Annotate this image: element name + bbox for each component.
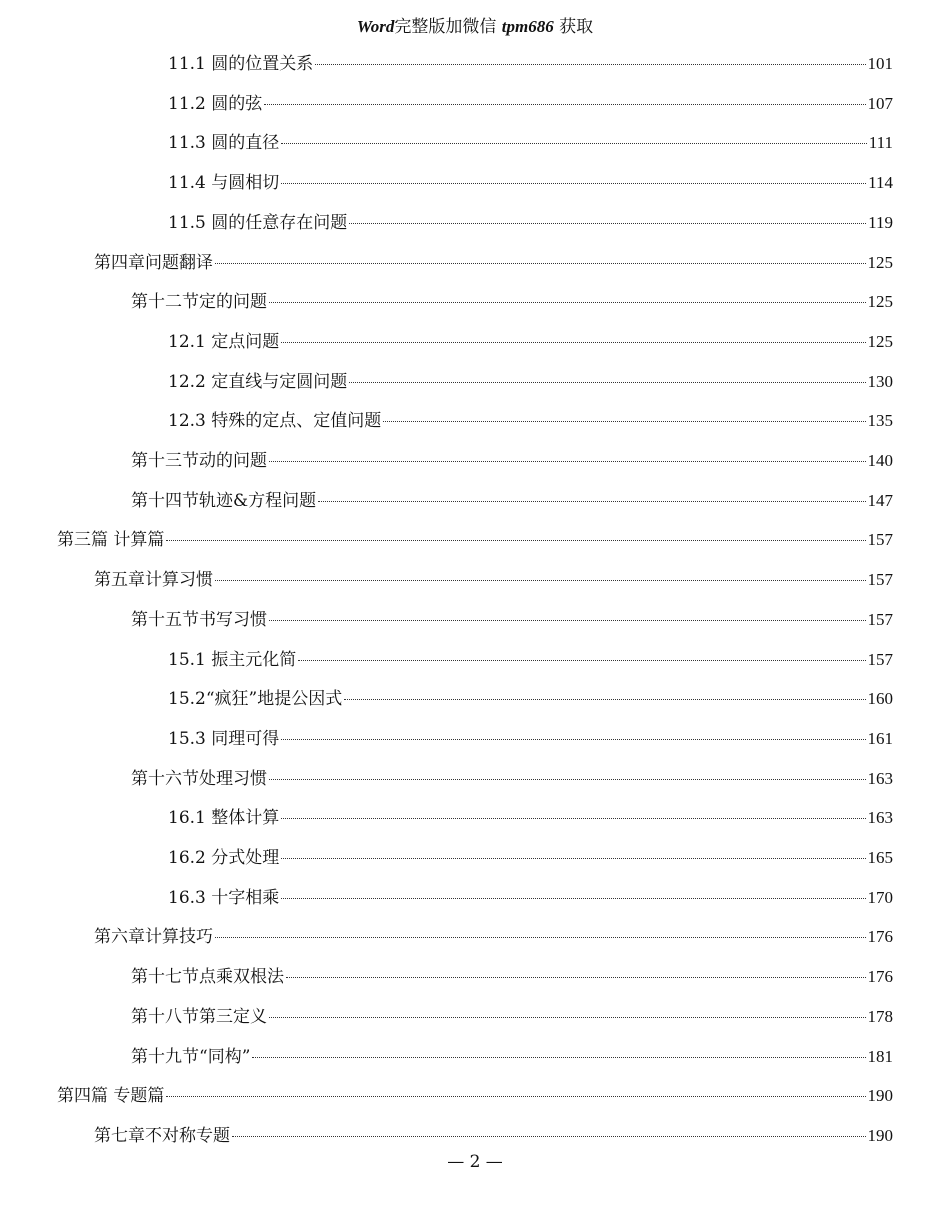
toc-entry[interactable] (168, 724, 893, 748)
toc-entry[interactable] (131, 605, 893, 629)
toc-leader-dots (281, 739, 865, 740)
toc-entry-label: 第十八节第三定义 (131, 1006, 267, 1027)
toc-entry-label: 第十七节点乘双根法 (131, 967, 284, 988)
toc-entry[interactable] (168, 406, 893, 430)
toc-entry-label: 第十五节书写习惯 (131, 609, 267, 630)
page-header (0, 12, 950, 37)
toc-entry[interactable] (168, 49, 893, 73)
toc-leader-dots (269, 461, 866, 462)
toc-entry-label: 11.4 与圆相切 (168, 173, 280, 194)
toc-entry-page: 114 (868, 173, 893, 193)
header-id: tpm686 (501, 17, 554, 36)
toc-leader-dots (281, 143, 866, 144)
toc-entry-page: 101 (867, 54, 893, 73)
toc-entry-page: 190 (867, 1086, 893, 1106)
toc-entry[interactable] (131, 1002, 893, 1026)
toc-entry-page: 130 (867, 371, 893, 391)
toc-entry[interactable] (94, 922, 893, 946)
toc-entry-label: 12.3 特殊的定点、定值问题 (168, 411, 382, 432)
toc-entry-label: 第三篇 计算篇 (57, 530, 165, 551)
toc-leader-dots (269, 779, 866, 780)
toc-leader-dots (269, 302, 866, 303)
toc-leader-dots (344, 699, 865, 700)
toc-entry-page: 170 (867, 887, 893, 907)
toc-entry[interactable] (168, 89, 893, 113)
toc-entry-page: 119 (868, 212, 893, 232)
toc-entry-label: 15.1 振主元化简 (168, 649, 297, 670)
header-mid: 完整版加微信 (394, 17, 497, 37)
toc-entry-label: 15.3 同理可得 (168, 728, 280, 749)
toc-entry-label: 第十三节动的问题 (131, 451, 267, 471)
toc-entry-label: 第七章不对称专题 (94, 1125, 230, 1146)
toc-leader-dots (215, 580, 866, 581)
toc-entry-label: 11.5 圆的任意存在问题 (168, 212, 348, 233)
toc-entry-page: 178 (867, 1006, 893, 1026)
toc-entry[interactable] (168, 684, 893, 708)
toc-entry[interactable] (94, 248, 893, 272)
toc-leader-dots (281, 342, 865, 343)
toc-entry-page: 176 (867, 927, 893, 947)
toc-entry[interactable] (168, 803, 893, 827)
toc-entry-label: 16.2 分式处理 (168, 848, 280, 868)
toc-leader-dots (269, 620, 866, 621)
toc-leader-dots (232, 1136, 866, 1137)
toc-entry-label: 16.3 十字相乘 (168, 887, 280, 908)
toc-entry-label: 第四章问题翻译 (94, 252, 213, 273)
toc-entry[interactable] (168, 327, 893, 351)
toc-entry-page: 140 (867, 451, 893, 470)
toc-entry-page: 147 (867, 490, 893, 510)
toc-entry-page: 176 (867, 967, 893, 987)
toc-entry-label: 12.1 定点问题 (168, 331, 280, 352)
toc-entry-label: 第十九节“同构” (131, 1046, 251, 1067)
toc-leader-dots (383, 421, 865, 422)
toc-entry[interactable] (131, 446, 893, 470)
toc-leader-dots (269, 1017, 866, 1018)
toc-entry-page: 125 (867, 292, 893, 312)
toc-leader-dots (281, 898, 865, 899)
toc-leader-dots (166, 1096, 865, 1097)
toc-leader-dots (349, 382, 865, 383)
toc-entry[interactable] (168, 128, 893, 152)
toc-entry-page: 161 (867, 728, 893, 748)
toc-entry-label: 第五章计算习惯 (94, 570, 213, 591)
toc-entry-label: 16.1 整体计算 (168, 808, 280, 829)
toc-entry-label: 12.2 定直线与定圆问题 (168, 371, 348, 392)
toc-entry-label: 第十四节轨迹&方程问题 (131, 490, 317, 511)
toc-leader-dots (349, 223, 866, 224)
toc-entry[interactable] (131, 1042, 893, 1066)
toc-entry-page: 157 (867, 570, 893, 590)
toc-entry-label: 第十二节定的问题 (131, 292, 267, 313)
toc-entry-label: 11.2 圆的弦 (168, 93, 263, 114)
page-number: — 2 — (447, 1152, 503, 1172)
toc-entry-page: 125 (867, 252, 893, 272)
toc-entry[interactable] (57, 525, 893, 549)
toc-entry[interactable] (131, 962, 893, 986)
toc-entry-page: 165 (867, 848, 893, 867)
toc-entry[interactable] (94, 1121, 893, 1145)
toc-leader-dots (215, 263, 866, 264)
toc-leader-dots (318, 501, 865, 502)
toc-entry[interactable] (131, 287, 893, 311)
toc-entry[interactable] (168, 367, 893, 391)
toc-entry-label: 11.3 圆的直径 (168, 133, 280, 154)
toc-entry-page: 125 (867, 331, 893, 351)
toc-entry-label: 15.2“疯狂”地提公因式 (168, 689, 343, 710)
toc-leader-dots (315, 64, 865, 65)
toc-entry[interactable] (131, 486, 893, 510)
toc-entry-page: 190 (867, 1125, 893, 1145)
toc-entry[interactable] (168, 883, 893, 907)
toc-entry[interactable] (168, 843, 893, 867)
toc-leader-dots (281, 818, 865, 819)
toc-leader-dots (281, 183, 866, 184)
toc-entry-page: 111 (868, 133, 893, 153)
toc-leader-dots (252, 1057, 865, 1058)
toc-leader-dots (264, 104, 865, 105)
toc-entry-label: 第六章计算技巧 (94, 927, 213, 948)
toc-leader-dots (298, 660, 865, 661)
toc-entry[interactable] (131, 764, 893, 788)
toc-entry-label: 第四篇 专题篇 (57, 1086, 165, 1107)
toc-entry-page: 157 (867, 530, 893, 550)
toc-entry-page: 157 (867, 609, 893, 629)
toc-leader-dots (166, 540, 865, 541)
toc-entry[interactable] (168, 168, 893, 192)
toc-leader-dots (286, 977, 866, 978)
toc-entry-page: 107 (867, 93, 893, 113)
toc-entry[interactable] (94, 565, 893, 589)
toc-entry-label: 第十六节处理习惯 (131, 768, 267, 789)
toc-leader-dots (215, 937, 866, 938)
toc-entry-page: 135 (867, 411, 893, 431)
header-suffix: 获取 (559, 17, 594, 37)
header-word: Word (356, 17, 395, 36)
toc-entry-page: 163 (867, 768, 893, 788)
toc-entry-page: 181 (867, 1046, 893, 1066)
toc-entry[interactable] (57, 1081, 893, 1105)
toc-entry-page: 160 (867, 689, 893, 709)
toc-leader-dots (281, 858, 865, 859)
toc-entry[interactable] (168, 208, 893, 232)
toc-entry[interactable] (168, 645, 893, 669)
toc-entry-label: 11.1 圆的位置关系 (168, 54, 314, 74)
toc-entry-page: 163 (867, 808, 893, 828)
toc-entry-page: 157 (867, 649, 893, 669)
